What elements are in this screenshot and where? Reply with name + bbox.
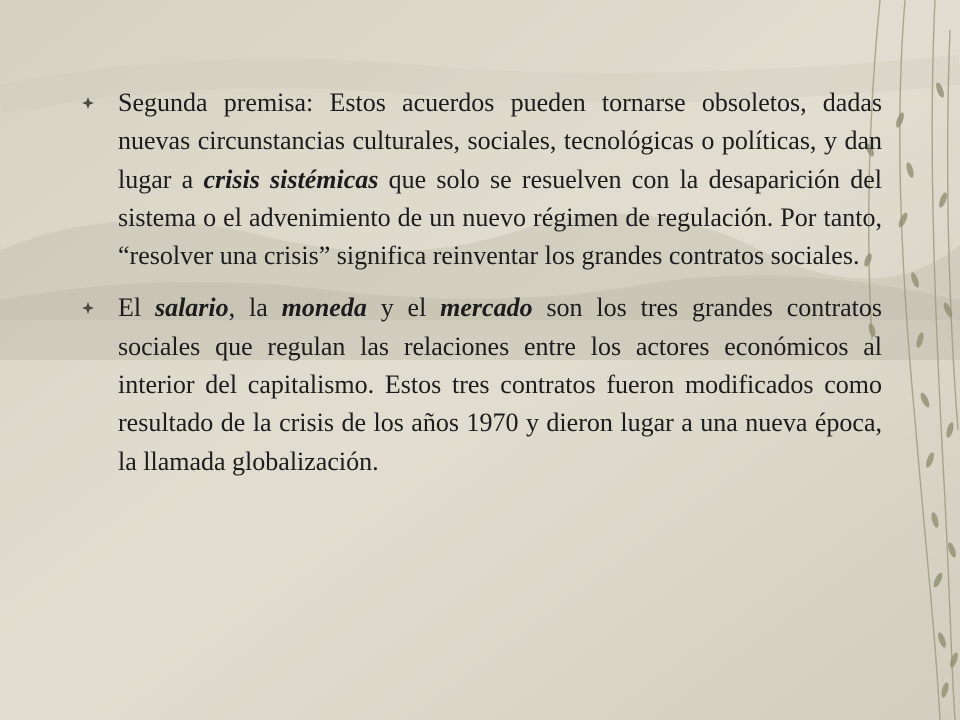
bullet-2-segment-1: El bbox=[118, 293, 155, 323]
bullet-2-segment-3: , la bbox=[228, 293, 282, 323]
bullet-1-segment-3: que solo se resuelven con la desaparición del sistema o el advenimiento de un nuevo régimen de regulación. Por tanto, “resolver una crisis” significa reinventar los grandes contratos sociales. bbox=[118, 164, 882, 271]
diamond-bullet-icon bbox=[82, 302, 94, 314]
bullet-2-emphasis-mercado: mercado bbox=[440, 293, 533, 323]
bullet-text-2 bbox=[118, 289, 882, 480]
bullet-2-segment-5: y el bbox=[366, 293, 441, 323]
bullet-text-1 bbox=[118, 84, 882, 275]
bullet-2-segment-7: son los tres grandes contratos sociales que regulan las relaciones entre los actores económicos al interior del capitalismo. Estos tres contratos fueron modificados como resultado de la crisis de los años 1970 y dieron lugar a una nueva época, la llamada globalización. bbox=[118, 293, 883, 476]
bullet-2-emphasis-moneda: moneda bbox=[281, 293, 367, 323]
diamond-bullet-icon bbox=[82, 97, 94, 109]
bullet-2-emphasis-salario: salario bbox=[154, 293, 229, 323]
bullet-item-1 bbox=[82, 84, 882, 275]
bullet-item-2 bbox=[82, 289, 882, 480]
bullet-1-emphasis-crisis: crisis sistémicas bbox=[203, 164, 379, 194]
slide-content bbox=[82, 84, 882, 495]
bullet-1-segment-1: Segunda premisa: Estos acuerdos pueden tornarse obsoletos, dadas nuevas circunstancias culturales, sociales, tecnológicas o políticas, y dan lugar a bbox=[118, 88, 882, 194]
